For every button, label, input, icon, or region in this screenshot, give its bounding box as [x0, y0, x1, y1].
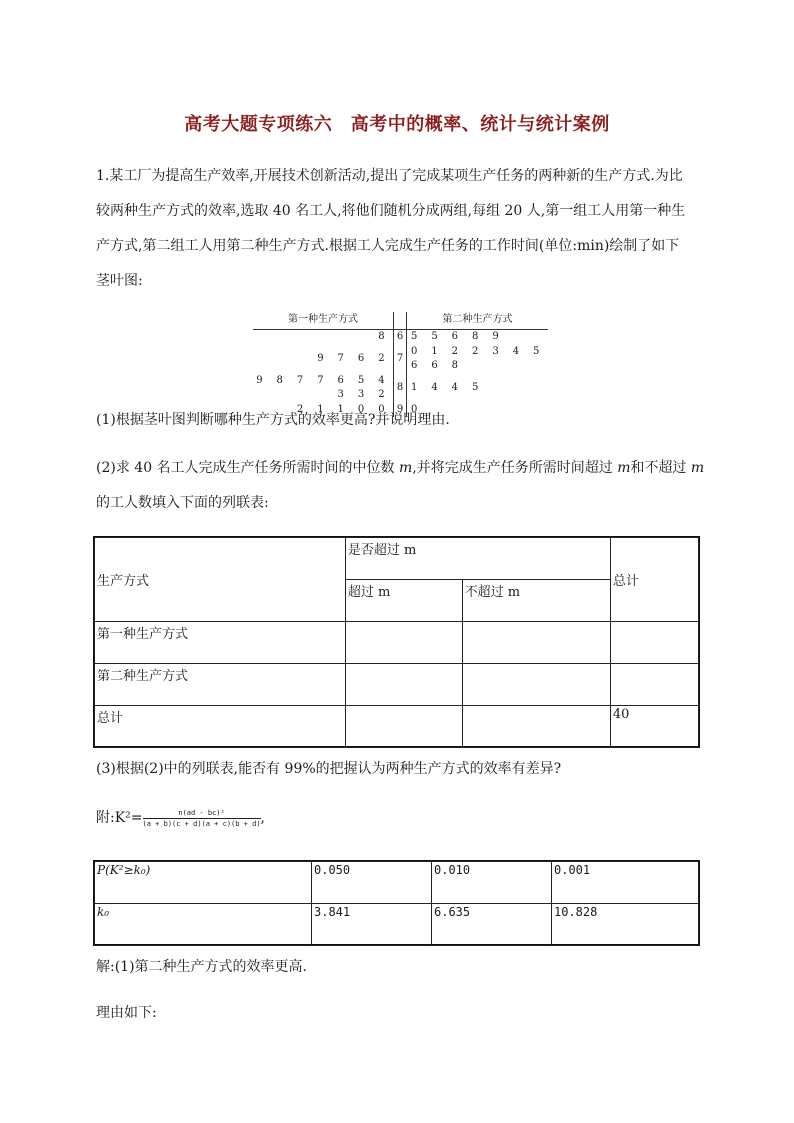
p-label: P(K²≥k₀): [95, 862, 312, 904]
row-label: 第二种生产方式: [95, 664, 346, 706]
contingency-table: [94, 537, 699, 748]
stem-leaf-plot: [253, 312, 548, 417]
stem-right-leaves: 0 1 2 2 3 4 5 6 6 8: [411, 345, 545, 371]
stem-right-leaves: 0: [411, 403, 423, 415]
question-2-line: (2)求 40 名工人完成生产任务所需时间的中位数 m,并将完成生产任务所需时间超过 m和不超过 m: [96, 460, 705, 476]
problem-line: 较两种生产方式的效率,选取 40 名工人,将他们随机分成两组,每组 20 人,第一组工人用第一种生: [96, 203, 686, 219]
row-header: 生产方式: [95, 538, 346, 622]
table-row: [95, 622, 699, 664]
cell-over: [345, 664, 462, 706]
cell-total: 40: [610, 706, 698, 748]
stem-right-leaves: 1 4 4 5: [411, 381, 484, 393]
cell-not-over: [462, 622, 610, 664]
table-row: [95, 706, 699, 748]
page-title: 高考大题专项练六 高考中的概率、统计与统计案例: [184, 114, 610, 135]
stem-value: 8: [394, 374, 407, 403]
answer-line-1: 解:(1)第二种生产方式的效率更高.: [96, 959, 307, 975]
col-total-header: 总计: [610, 538, 698, 622]
formula-suffix: ,: [260, 810, 265, 826]
stem-left-leaves: 2 1 1 0 0: [296, 403, 390, 415]
table-row: [95, 664, 699, 706]
cell-over: [345, 622, 462, 664]
stem-right-leaves: 5 5 6 8 9: [411, 331, 505, 342]
question-2: [96, 451, 706, 521]
question-1: (1)根据茎叶图判断哪种生产方式的效率更高?并说明理由.: [96, 412, 450, 428]
question-3: (3)根据(2)中的列联表,能否有 99%的把握认为两种生产方式的效率有差异?: [96, 761, 562, 777]
col-group-header: 是否超过 m: [345, 538, 610, 580]
problem-line: 茎叶图:: [96, 273, 143, 289]
formula-numerator: n(ad - bc)²: [143, 809, 261, 819]
problem-statement: [96, 159, 706, 299]
chi-square-formula: [96, 807, 265, 828]
k-value: 3.841: [312, 904, 432, 946]
formula-denominator: (a + b)(c + d)(a + c)(b + d): [142, 819, 261, 828]
cell-total: [610, 622, 698, 664]
stem-value: 7: [394, 345, 407, 374]
k-value: 6.635: [432, 904, 552, 946]
stem-value: 9: [394, 403, 407, 418]
critical-values-table: [94, 861, 699, 946]
question-2-line: 的工人数填入下面的列联表:: [96, 495, 269, 511]
cell-not-over: [462, 706, 610, 748]
stem-left-leaves: 9 7 6 2: [317, 352, 390, 364]
col-over-header: 超过 m: [345, 580, 462, 622]
problem-line: 1.某工厂为提高生产效率,开展技术创新活动,提出了完成某项生产任务的两种新的生产方式.为比: [96, 168, 683, 184]
row-label: 第一种生产方式: [95, 622, 346, 664]
p-value: 0.010: [432, 862, 552, 904]
k-label: k₀: [95, 904, 312, 946]
p-value: 0.001: [552, 862, 699, 904]
formula-fraction: [143, 809, 261, 828]
row-label: 总计: [95, 706, 346, 748]
k-value: 10.828: [552, 904, 699, 946]
formula-prefix: 附:K²=: [96, 810, 143, 826]
cell-total: [610, 664, 698, 706]
stem-left-leaves: 9 8 7 7 6 5 4 3 3 2: [256, 374, 390, 400]
p-value: 0.050: [312, 862, 432, 904]
stem-right-header: 第二种生产方式: [407, 312, 549, 330]
stem-left-header: 第一种生产方式: [253, 312, 394, 330]
stem-value: 6: [394, 330, 407, 345]
problem-line: 产方式,第二组工人用第二种生产方式.根据工人完成生产任务的工作时间(单位:min)绘制了如下: [96, 238, 680, 254]
stem-left-leaves: 8: [378, 331, 390, 342]
cell-not-over: [462, 664, 610, 706]
cell-over: [345, 706, 462, 748]
answer-line-2: 理由如下:: [96, 1005, 157, 1021]
col-not-over-header: 不超过 m: [462, 580, 610, 622]
